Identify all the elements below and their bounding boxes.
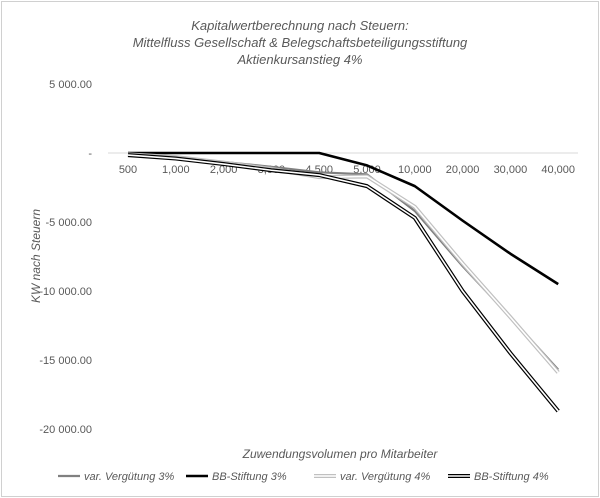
legend-item — [448, 471, 549, 483]
x-axis-title: Zuwendungsvolumen pro Mitarbeiter — [242, 447, 438, 461]
y-tick-label: -15 000.00 — [39, 355, 92, 367]
y-tick-label: 5 000.00 — [49, 79, 92, 91]
series-line-path — [128, 154, 558, 369]
x-tick-label: 4,500 — [305, 164, 333, 176]
legend-label: var. Vergütung 4% — [340, 471, 431, 483]
legend-label: BB-Stiftung 3% — [212, 471, 287, 483]
y-tick-label: -10 000.00 — [39, 286, 92, 298]
series-layer — [128, 153, 558, 411]
chart-title-line-3: Aktienkursanstieg 4% — [237, 52, 363, 67]
series-line-outer — [128, 154, 558, 372]
x-tick-label: 1,000 — [162, 164, 190, 176]
series-line-outer — [128, 155, 558, 411]
legend — [58, 471, 549, 483]
x-tick-label: 2,000 — [209, 164, 238, 176]
series-line-inner — [128, 154, 558, 372]
series-line — [128, 154, 558, 369]
chart-title — [133, 18, 468, 67]
legend-item — [314, 471, 431, 483]
series-line — [128, 155, 558, 411]
x-tick-label: 500 — [118, 164, 138, 176]
series-line-inner — [128, 155, 558, 411]
x-tick-label: 30,000 — [493, 164, 528, 176]
legend-label: var. Vergütung 3% — [84, 471, 175, 483]
chart-title-line-2: Mittelfluss Gesellschaft & Belegschaftsbeteiligungsstiftung — [132, 35, 468, 50]
legend-item — [186, 471, 287, 483]
y-tick-label: - — [88, 148, 92, 160]
y-axis-title: KW nach Steuern — [29, 208, 43, 304]
y-tick-label: -20 000.00 — [39, 424, 92, 436]
y-tick-label: -5 000.00 — [45, 217, 92, 229]
x-tick-label: 3,000 — [257, 164, 286, 176]
x-tick-label: 10,000 — [397, 164, 432, 176]
legend-item — [58, 471, 175, 483]
x-tick-label: 5,000 — [353, 164, 381, 176]
series-line — [128, 154, 558, 372]
legend-label: BB-Stiftung 4% — [474, 471, 549, 483]
x-tick-label: 20,000 — [445, 164, 480, 176]
y-axis-ticks — [39, 79, 92, 436]
chart-title-line-1: Kapitalwertberechnung nach Steuern: — [191, 18, 409, 33]
x-tick-label: 40,000 — [541, 164, 576, 176]
